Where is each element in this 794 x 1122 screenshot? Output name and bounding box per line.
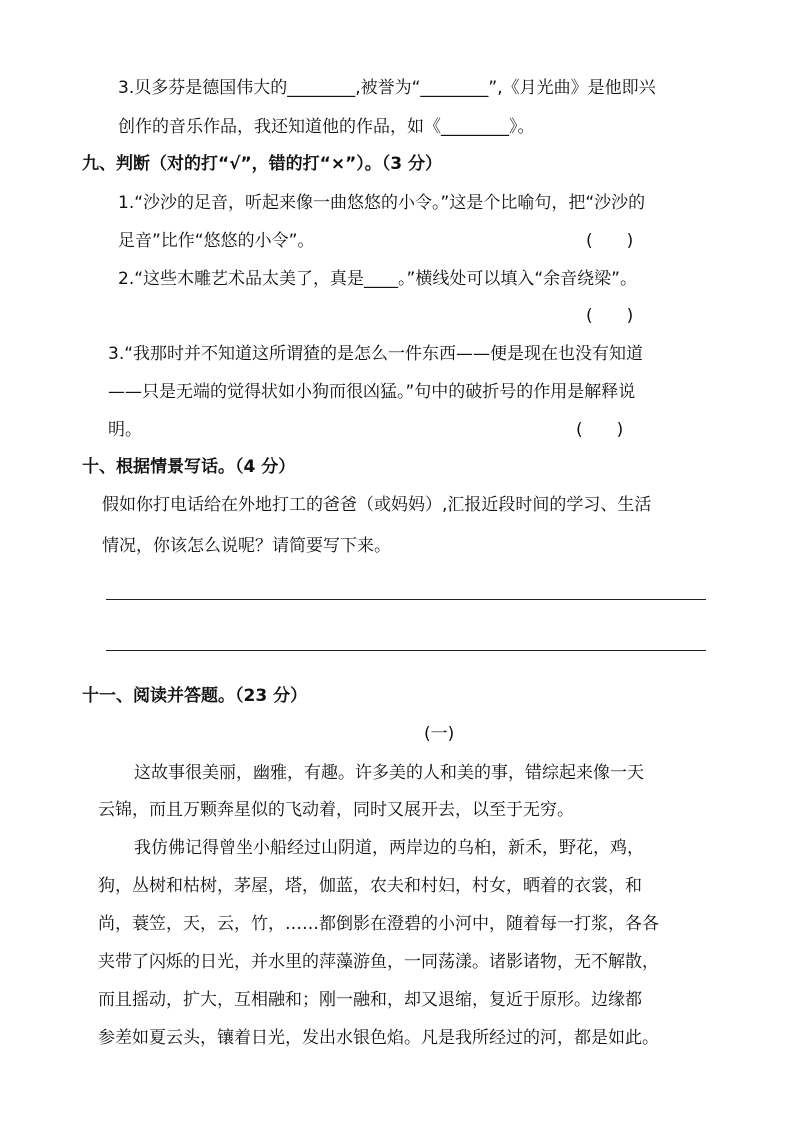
q11-heading: 十一、阅读并答题。（23 分） <box>82 686 308 706</box>
q10-prompt-line1: 假如你打电话给在外地打工的爸爸（或妈妈）,汇报近段时间的学习、生活 <box>102 495 652 515</box>
q9-heading: 九、判断（对的打“√”，错的打“×”）。（3 分） <box>82 154 443 174</box>
passage-para2-line3: 尚，蓑笠，天，云，竹，……都倒影在澄碧的小河中，随着每一打浆，各各 <box>98 914 659 934</box>
q10-heading: 十、根据情景写话。（4 分） <box>82 457 296 477</box>
q9-item2-answer-box[interactable]: ( ) <box>586 306 634 326</box>
answer-writing-line-1[interactable] <box>106 599 706 600</box>
q11-part-label: (一) <box>424 724 455 744</box>
q9-item3-line1: 3.“我那时并不知道这所谓猹的是怎么一件东西——便是现在也没有知道 <box>108 344 644 364</box>
q9-item2-line1: 2.“这些木雕艺术品太美了，真是____。”横线处可以填入“余音绕梁”。 <box>118 269 637 289</box>
passage-para2-line4: 夹带了闪烁的日光，并水里的萍藻游鱼，一同荡漾。诸影诸物，无不解散， <box>98 952 659 972</box>
q9-item1-line1: 1.“沙沙的足音，听起来像一曲悠悠的小令。”这是个比喻句，把“沙沙的 <box>118 193 646 213</box>
q9-item1-answer-box[interactable]: ( ) <box>586 231 634 251</box>
passage-para1-line1: 这故事很美丽，幽雅，有趣。许多美的人和美的事，错综起来像一天 <box>134 763 644 783</box>
q8-item3-line2: 创作的音乐作品，我还知道他的作品，如《________》。 <box>118 117 535 137</box>
passage-para2-line1: 我仿佛记得曾坐小船经过山阴道，两岸边的乌桕，新禾，野花，鸡， <box>134 838 644 858</box>
q10-prompt-line2: 情况，你该怎么说呢？请简要写下来。 <box>102 536 391 556</box>
q9-item3-line3: 明。 <box>108 420 142 440</box>
q9-item3-line2: ——只是无端的觉得状如小狗而很凶猛。”句中的破折号的作用是解释说 <box>108 382 636 402</box>
passage-para2-line6: 参差如夏云头，镶着日光，发出水银色焰。凡是我所经过的河，都是如此。 <box>98 1028 659 1048</box>
answer-writing-line-2[interactable] <box>106 650 706 651</box>
passage-para2-line5: 而且摇动，扩大，互相融和；刚一融和，却又退缩，复近于原形。边缘都 <box>98 990 642 1010</box>
q9-item1-line2: 足音”比作“悠悠的小令”。 <box>118 231 315 251</box>
q9-item3-answer-box[interactable]: ( ) <box>576 420 624 440</box>
passage-para2-line2: 狗，丛树和枯树，茅屋，塔，伽蓝，农夫和村妇，村女，晒着的衣裳，和 <box>98 876 642 896</box>
q8-item3-line1: 3.贝多芬是德国伟大的________,被誉为“________”,《月光曲》是他即兴 <box>118 78 656 98</box>
passage-para1-line2: 云锦，而且万颗奔星似的飞动着，同时又展开去，以至于无穷。 <box>98 800 574 820</box>
